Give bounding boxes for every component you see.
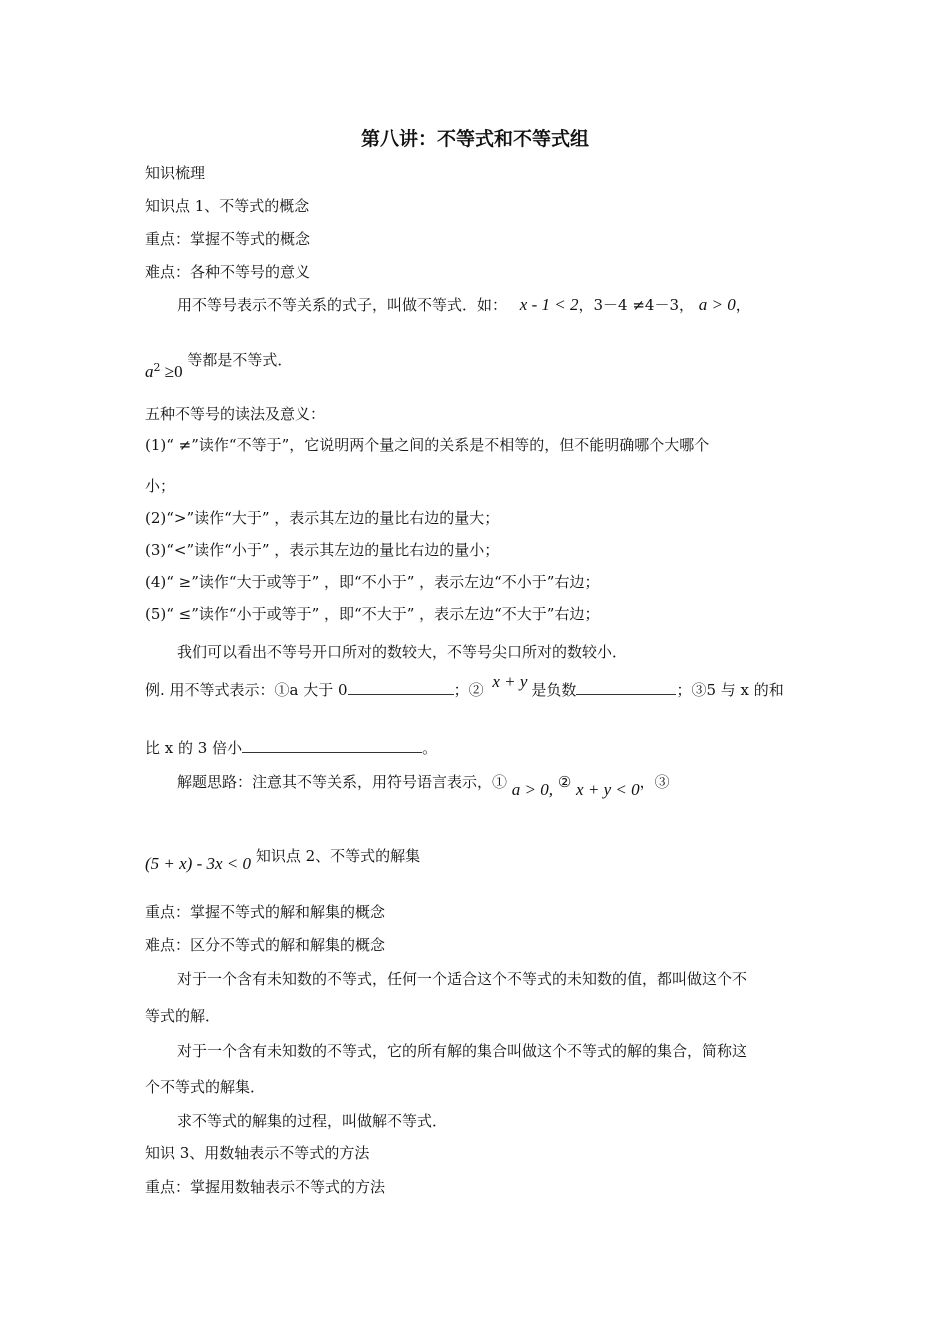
solution-line bbox=[177, 772, 670, 799]
key-point: 重点：掌握不等式的概念 bbox=[145, 230, 311, 248]
paragraph: 对于一个含有未知数的不等式，任何一个适合这个不等式的未知数的值，都叫做这个不 bbox=[177, 970, 748, 988]
solution-continuation bbox=[145, 846, 421, 873]
list-item: (3)“<”读作“小于” ，表示其左边的量比右边的量小； bbox=[145, 541, 500, 559]
list-item: (5)“ ≤”读作“小于或等于” ，即“不大于” ，表示左边“不大于”右边； bbox=[145, 605, 600, 623]
sub-heading: 五种不等号的读法及意义： bbox=[145, 405, 326, 423]
math-expression: x + y bbox=[492, 672, 528, 691]
solution-text: ，③ bbox=[639, 773, 670, 791]
knowledge-point-2: 知识点 2、不等式的解集 bbox=[255, 847, 421, 865]
math-expression: x + y < 0 bbox=[576, 780, 640, 799]
math-expression: x - 1 < 2 bbox=[519, 295, 579, 314]
answer-blank bbox=[242, 738, 422, 753]
paragraph-continuation bbox=[145, 346, 293, 381]
example-text: 。 bbox=[422, 739, 438, 757]
math-expression: ≥0 bbox=[160, 362, 183, 381]
paragraph: 求不等式的解集的过程，叫做解不等式． bbox=[177, 1112, 448, 1130]
example-line bbox=[145, 672, 784, 700]
example-text: ；③5 与 x 的和 bbox=[676, 681, 784, 699]
list-item: (2)“>”读作“大于” ，表示其左边的量比右边的量大； bbox=[145, 509, 500, 527]
example-text: 比 x 的 3 倍小 bbox=[145, 739, 243, 757]
key-point: 重点：掌握不等式的解和解集的概念 bbox=[145, 903, 386, 921]
solution-text: ② bbox=[557, 773, 572, 791]
section-heading: 知识梳理 bbox=[145, 164, 206, 182]
paragraph-text: 用不等号表示不等关系的式子，叫做不等式．如： bbox=[177, 296, 508, 314]
difficult-point: 难点：各种不等号的意义 bbox=[145, 263, 311, 281]
list-item: (1)“ ≠”读作“不等于”，它说明两个量之间的关系是不相等的，但不能明确哪个大哪个 bbox=[145, 436, 710, 454]
solution-text: 解题思路：注意其不等关系，用符号语言表示，① bbox=[177, 773, 508, 791]
paragraph: 我们可以看出不等号开口所对的数较大，不等号尖口所对的数较小． bbox=[177, 643, 628, 661]
paragraph-definition bbox=[177, 295, 751, 315]
math-expression: a > 0, bbox=[511, 780, 554, 799]
math-superscript: 2 bbox=[153, 361, 161, 374]
page-title: 第八讲：不等式和不等式组 bbox=[360, 128, 589, 150]
math-expression: (5 + x) - 3x < 0 bbox=[145, 854, 252, 873]
math-expression: a bbox=[145, 362, 154, 381]
paragraph-text: ， bbox=[735, 296, 751, 314]
paragraph-continuation: 个不等式的解集． bbox=[145, 1078, 266, 1096]
answer-blank bbox=[348, 680, 454, 695]
paragraph: 对于一个含有未知数的不等式，它的所有解的集合叫做这个不等式的解的集合，简称这 bbox=[177, 1042, 748, 1060]
list-item-continuation: 小； bbox=[145, 477, 176, 495]
list-item: (4)“ ≥”读作“大于或等于” ，即“不小于” ，表示左边“不小于”右边； bbox=[145, 573, 600, 591]
paragraph-continuation: 等式的解． bbox=[145, 1007, 221, 1025]
example-line bbox=[145, 738, 437, 758]
knowledge-point-1: 知识点 1、不等式的概念 bbox=[145, 197, 310, 215]
math-expression: a > 0 bbox=[698, 295, 736, 314]
answer-blank bbox=[576, 680, 676, 695]
difficult-point: 难点：区分不等式的解和解集的概念 bbox=[145, 936, 386, 954]
example-text: ；② bbox=[453, 681, 484, 699]
example-text: 是负数 bbox=[531, 681, 577, 699]
paragraph-text: 等都是不等式． bbox=[187, 351, 293, 369]
paragraph-text: ，3－4 ≠4－3， bbox=[578, 296, 694, 314]
key-point: 重点：掌握用数轴表示不等式的方法 bbox=[145, 1178, 386, 1196]
knowledge-point-3: 知识 3、用数轴表示不等式的方法 bbox=[145, 1144, 370, 1162]
example-text: 例. 用不等式表示：①a 大于 0 bbox=[145, 681, 348, 699]
